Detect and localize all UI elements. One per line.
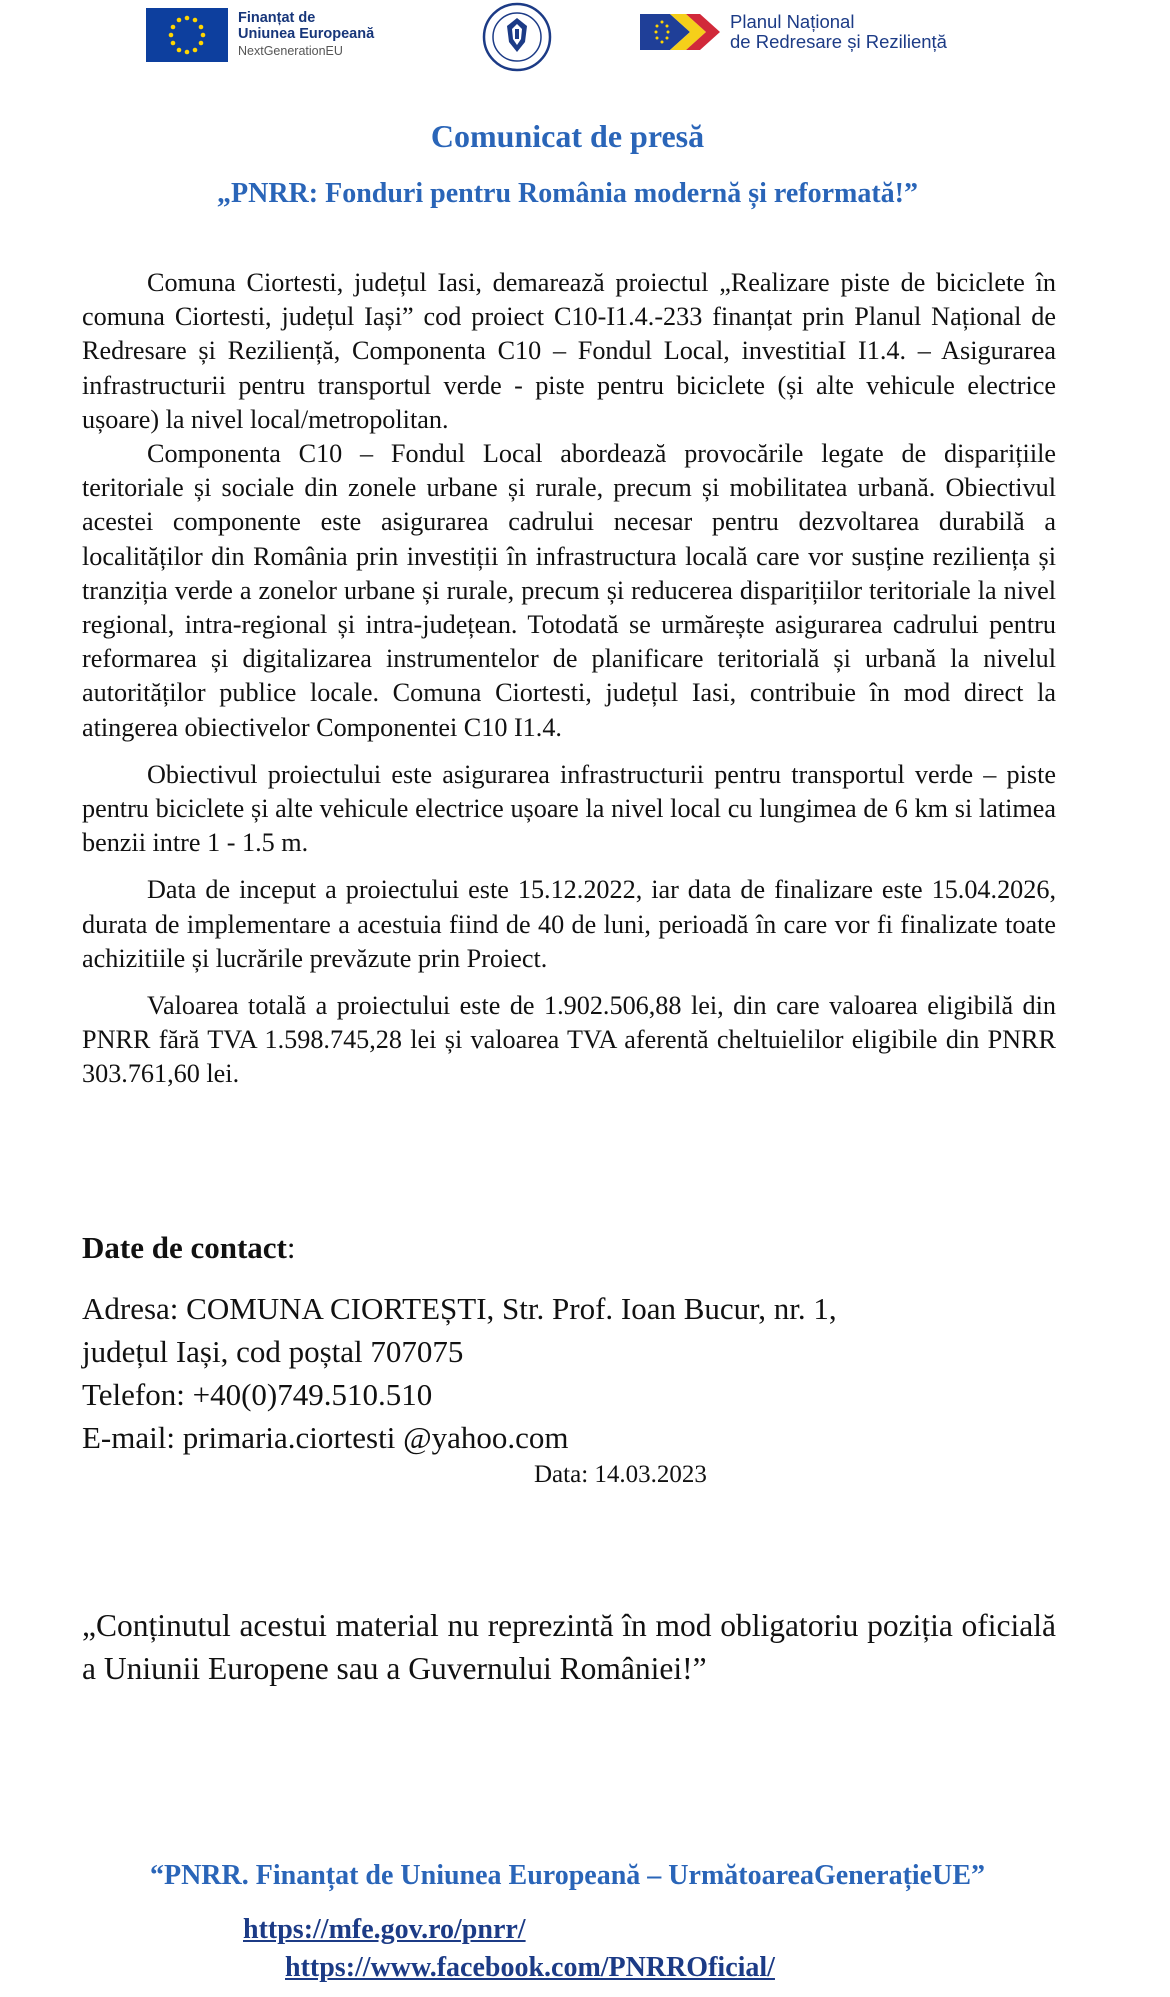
eu-funding-logo <box>146 8 374 62</box>
contact-address-line-1: Adresa: COMUNA CIORTEȘTI, Str. Prof. Ioan Bucur, nr. 1, <box>82 1291 837 1326</box>
contact-details <box>82 1287 837 1459</box>
pnrr-flag-arrow-icon <box>640 10 724 54</box>
eu-flag-icon <box>146 8 228 62</box>
pnrr-logo <box>640 10 947 54</box>
release-date: Data: 14.03.2023 <box>534 1461 707 1488</box>
pnrr-logo-line-2: de Redresare și Reziliență <box>730 31 947 52</box>
paragraph-value: Valoarea totală a proiectului este de 1.902.506,88 lei, din care valoarea eligibilă din PNRR fără TVA 1.598.745,28 lei și valoarea TVA aferentă cheltuielilor eligibile din PNRR 303.761,60 lei. <box>82 991 1056 1089</box>
body-text <box>82 266 1056 1092</box>
paragraph-timeline: Data de inceput a proiectului este 15.12.2022, iar data de finalizare este 15.04.2026, durata de implementare a acestuia fiind de 40 de luni, perioadă în care vor fi finalizate toate achizitiile și lucrările prevăzute prin Proiect. <box>82 875 1056 973</box>
contact-email: E-mail: primaria.ciortesti @yahoo.com <box>82 1420 569 1455</box>
disclaimer: „Conținutul acestui material nu reprezintă în mod obligatoriu poziția oficială a Uniunii Europene sau a Guvernului României!” <box>82 1608 1056 1686</box>
paragraph-component-c10: Componenta C10 – Fondul Local abordează provocările legate de disparițiile teritoriale și sociale din zonele urbane și rurale, precum și mobilitatea urbană. Obiectivul acestei componente este asigurarea cadrului necesar pentru dezvoltarea durabilă a localităților din România prin investiții în infrastructura locală care vor susține reziliența și tranziția verde a zonelor urbane și rurale, precum și reducerea disparițiilor teritoriale la nivel regional, intra-regional și intra-județean. Totodată se urmărește asigurarea cadrului pentru reformarea și digitalizarea instrumentelor de planificare teritorială și urbană la nivelul autorităților publice locale. Comuna Ciortesti, județul Iasi, contribuie în mod direct la atingerea obiectivelor Componentei C10 I1.4. <box>82 439 1056 742</box>
pnrr-logo-text <box>730 12 947 53</box>
contact-phone: Telefon: +40(0)749.510.510 <box>82 1377 433 1412</box>
paragraph-objective: Obiectivul proiectului este asigurarea infrastructurii pentru transportul verde – piste pentru biciclete și alte vehicule electrice ușoare la nivel local cu lungimea de 6 km si latimea benzii intre 1 - 1.5 m. <box>82 759 1056 858</box>
facebook-pnrr-link[interactable]: https://www.facebook.com/PNRROficial/ <box>285 1952 775 1983</box>
romanian-government-seal-icon <box>482 2 552 72</box>
page-subtitle: „PNRR: Fonduri pentru România modernă și reformată!” <box>217 178 918 209</box>
eu-logo-line-1: Finanțat de <box>238 10 316 27</box>
pnrr-logo-line-1: Planul Național <box>730 10 855 32</box>
page-title: Comunicat de presă <box>430 118 705 154</box>
eu-logo-line-2: Uniunea Europeană <box>238 26 375 43</box>
header-logos <box>0 0 1170 76</box>
contact-heading <box>82 1230 296 1266</box>
contact-heading-label: Date de contact <box>82 1230 287 1265</box>
eu-logo-text <box>238 11 374 59</box>
contact-address-line-2: județul Iași, cod poștal 707075 <box>82 1334 464 1369</box>
paragraph-project-intro: Comuna Ciortesti, județul Iasi, demarează proiectul „Realizare piste de biciclete în comuna Ciortesti, județul Iași” cod proiect C10-I1.4.-233 finanțat prin Planul Național de Redresare și Reziliență, Componenta C10 – Fondul Local, investitiaI I1.4. – Asigurarea infrastructurii pentru transportul verde - piste pentru biciclete (și alte vehicule electrice ușoare) la nivel local/metropolitan. <box>82 268 1056 434</box>
eu-logo-line-3: NextGenerationEU <box>238 44 343 59</box>
mfe-pnrr-link[interactable]: https://mfe.gov.ro/pnrr/ <box>243 1914 526 1945</box>
footer-slogan: “PNRR. Finanțat de Uniunea Europeană – UrmătoareaGenerațieUE” <box>149 1860 986 1891</box>
contact-heading-colon: : <box>286 1230 296 1265</box>
